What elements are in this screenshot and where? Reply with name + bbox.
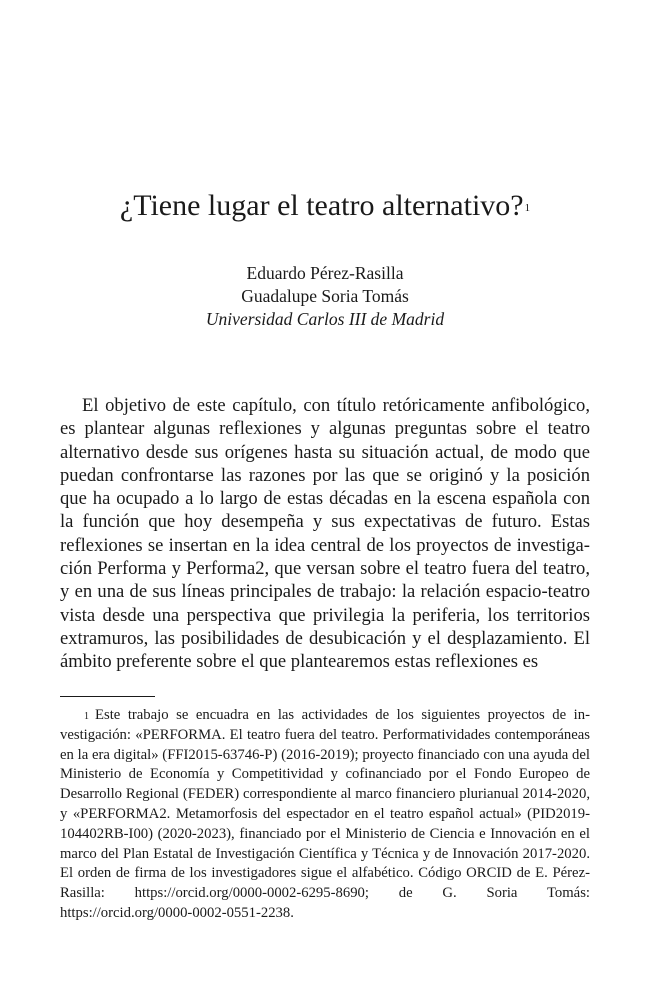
chapter-title [60, 186, 590, 226]
author-name: Guadalupe Soria Tomás [241, 286, 409, 306]
author-affiliation: Universidad Carlos III de Madrid [205, 309, 445, 329]
footnote-text: Este trabajo se encuadra en las actividades de los siguientes proyectos de investigación: «PERFORMA. El teatro fuera del teatro. Performatividades contemporáneas en la era digital» (FFI2015-63746-P) (2016-2019); proyecto financiado con una ayuda del Ministerio de Economía y Competitividad y cofinanciado por el Fondo Europeo de Desarrollo Regional (FEDER) correspondiente al marco financiero plurianual 2014-2020, y «PERFORMA2. Metamorfosis del espectador en el teatro español actual» (PID2019-104402RB-I00) (2020-2023), financiado por el Ministerio de Ciencia e Innovación en el marco del Plan Estatal de Investigación Científica y Técnica y de Innovación 2017-2020. El orden de firma de los investigadores sigue el alfabético. Código ORCID de E. Pérez-Rasilla: https://orcid.org/0000-0002-6295-8690; de G. Soria Tomás: https://orcid.org/0000-0002-0551-2238. [60, 707, 590, 921]
footnote-number: 1 [84, 711, 89, 722]
footnote-separator [60, 696, 155, 697]
author-block [60, 262, 590, 331]
chapter-title-text: ¿Tiene lugar el teatro alternativo? [119, 189, 524, 222]
author-name: Eduardo Pérez-Rasilla [246, 263, 404, 283]
footnote-reference[interactable]: 1 [524, 202, 531, 214]
body-paragraph: El objetivo de este capítulo, con título retóricamente anfibológico, es plantear algunas reflexiones y algunas preguntas sobre el teatro alternativo desde sus orígenes hasta su situación actual, de modo que puedan confrontarse las razones por las que se originó y la posición que ha ocupado a lo largo de estas décadas en la escena española con la función que hoy desempeña y sus expectativas de futuro. Estas reflexiones se insertan en la idea central de los proyectos de investigación Performa y Performa2, que versan sobre el teatro fuera del teatro, y en una de sus líneas principales de trabajo: la relación espacio-teatro vista desde una perspectiva que privilegia la periferia, los territorios extramuros, las posibilidades de desubicación y el desplazamiento. El ámbito preferente sobre el que plantearemos estas reflexiones es [60, 395, 590, 673]
footnote [60, 706, 590, 924]
